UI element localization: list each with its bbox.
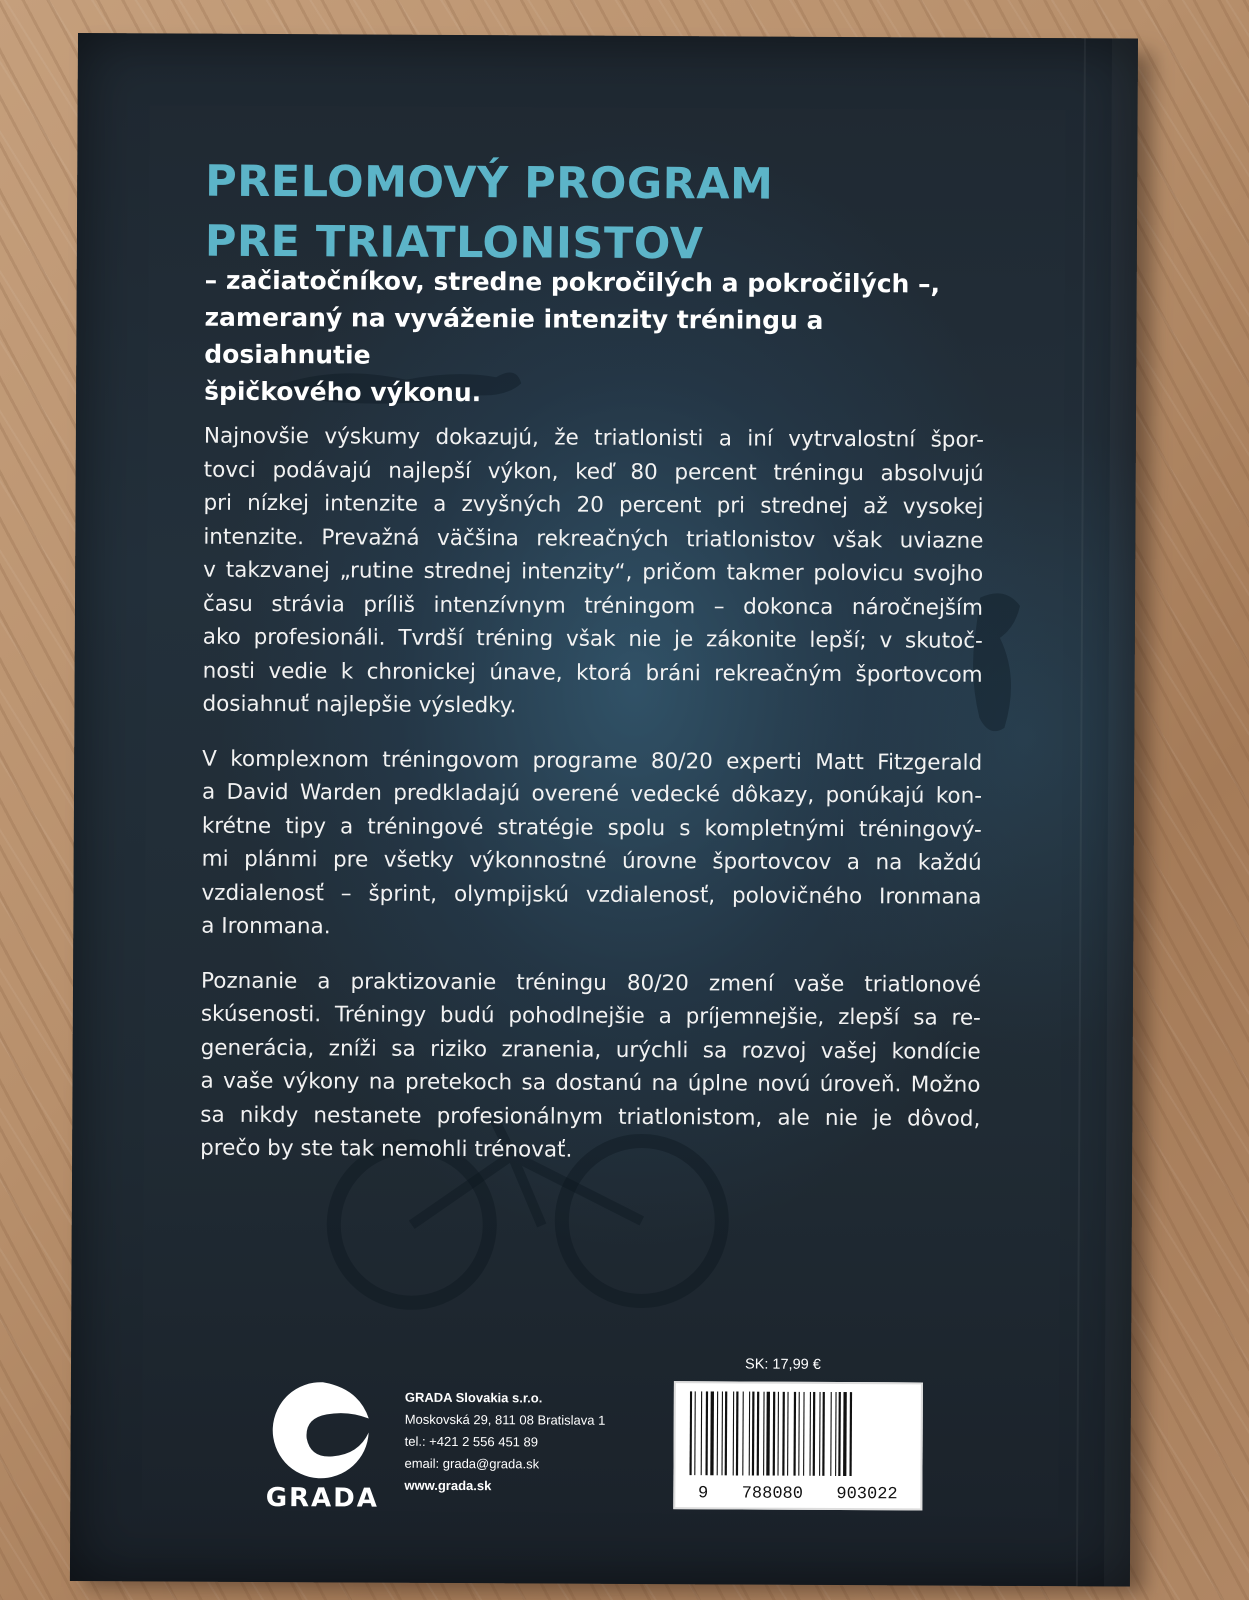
publisher-email: email: grada@grada.sk [404, 1455, 540, 1472]
text-line: Najnovšie výskumy dokazujú, že triatlonisti a iní vytrvalostní špor- [203, 423, 984, 453]
text-line: ako profesionáli. Tvrdší tréning však nie je zákonite lepší; v skutoč- [202, 624, 983, 654]
text-line: V komplexnom tréningovom programe 80/20 experti Matt Fitzgerald [202, 746, 983, 776]
text-line: a David Warden predkladajú overené vedecké dôkazy, ponúkajú kon- [201, 779, 983, 809]
text-line: dosiahnuť najlepšie výsledky. [202, 691, 517, 719]
cover-subtitle [204, 262, 985, 414]
text-line: generácia, zníži sa riziko zranenia, urýchli sa rozvoj vašej kondície [200, 1035, 981, 1065]
blurb-paragraph-1 [202, 420, 984, 726]
text-line: nosti vedie k chronickej únave, ktorá bráni rekreačným športovcom [202, 658, 983, 688]
text-line: tovci podávajú najlepší výkon, keď 80 percent tréningu absolvujú [203, 457, 984, 487]
text-line: mi plánmi pre všetky výkonnostné úrovne športovcov a na každú [201, 846, 982, 876]
text-line: skúsenosti. Tréningy budú pohodlnejšie a príjemnejšie, zlepší sa re- [200, 1001, 981, 1031]
title-line: PRELOMOVÝ PROGRAM [205, 156, 774, 210]
cover-title [205, 152, 1006, 276]
isbn-digit-group: 9 [698, 1484, 709, 1504]
text-line: pri nízkej intenzite a zvyšných 20 percent pri strednej až vysokej [203, 490, 984, 520]
text-line: krétne tipy a tréningové stratégie spolu s kompletnými tréningový- [201, 813, 982, 843]
isbn-digit-group: 788080 [741, 1484, 804, 1504]
grada-logo-text: GRADA [265, 1483, 380, 1514]
publisher-phone: tel.: +421 2 556 451 89 [404, 1433, 539, 1450]
isbn-barcode [673, 1381, 923, 1510]
book-back-cover [70, 33, 1138, 1587]
text-line: v takzvanej „rutine strednej intenzity“, pričom takmer polovicu svojho [203, 557, 984, 587]
isbn-number [675, 1484, 920, 1504]
text-line: vzdialenosť – šprint, olympijskú vzdialenosť, polovičného Ironmana [201, 880, 982, 910]
grada-logo [248, 1374, 397, 1515]
text-line: a vaše výkony na pretekoch sa dostanú na úplne novú úroveň. Možno [200, 1068, 981, 1098]
text-line: času strávia príliš intenzívnym tréningom – dokonca náročnejším [202, 591, 984, 621]
publisher-web: www.grada.sk [404, 1477, 492, 1494]
text-line: intenzite. Prevažná väčšina rekreačných triatlonistov však uviazne [203, 524, 984, 554]
text-line: sa nikdy nestanete profesionálnym triatlonistom, ale nie je dôvod, [200, 1102, 981, 1132]
publisher-address: Moskovská 29, 811 08 Bratislava 1 [404, 1411, 606, 1428]
subtitle-line: zameraný na vyváženie intenzity tréningu a dosiahnutie [204, 302, 824, 370]
blurb [200, 420, 984, 1191]
blurb-paragraph-2 [201, 742, 982, 947]
price-label: SK: 17,99 € [744, 1356, 821, 1373]
subtitle-line: špičkového výkonu. [204, 376, 482, 408]
publisher-info [404, 1387, 605, 1498]
text-line: a Ironmana. [201, 913, 331, 940]
publisher-name: GRADA Slovakia s.r.o. [404, 1389, 543, 1406]
blurb-paragraph-3 [200, 964, 981, 1169]
text-line: Poznanie a praktizovanie tréningu 80/20 zmení vaše triatlonové [200, 968, 982, 998]
isbn-digit-group: 903022 [836, 1484, 898, 1505]
subtitle-line: – začiatočníkov, stredne pokročilých a pokročilých –, [204, 265, 941, 299]
barcode-bars [689, 1391, 906, 1476]
title-line: PRE TRIATLONISTOV [204, 216, 704, 270]
text-line: prečo by ste tak nemohli trénovať. [200, 1135, 573, 1163]
grada-logo-swoosh [272, 1382, 368, 1479]
